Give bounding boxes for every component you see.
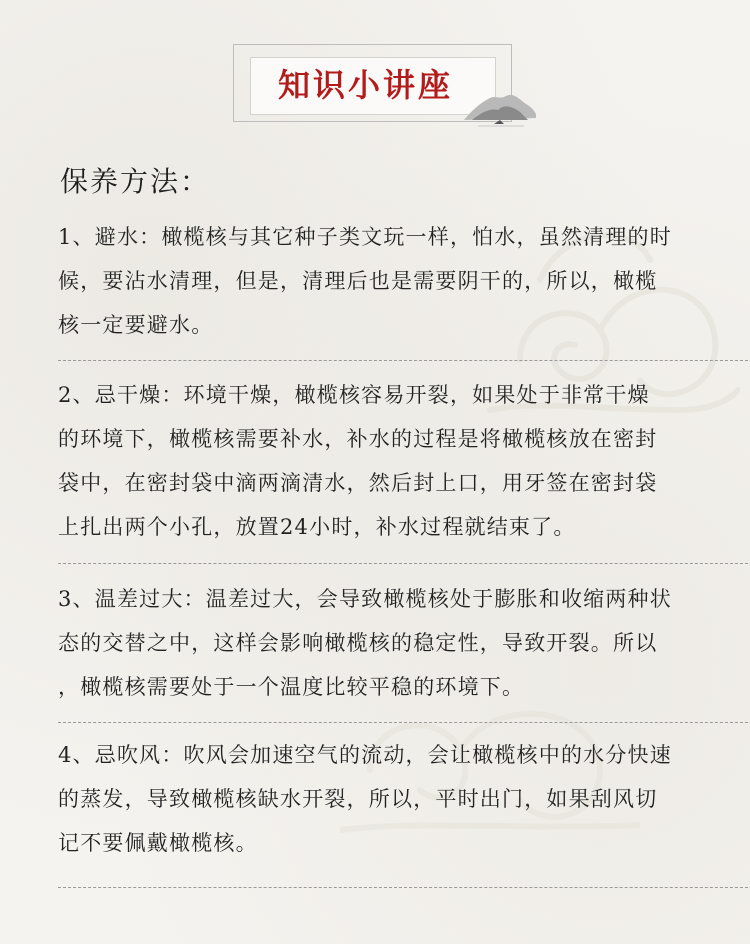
tip-line: ，橄榄核需要处于一个温度比较平稳的环境下。 — [58, 675, 525, 699]
tip-line: 1、避水：橄榄核与其它种子类文玩一样，怕水，虽然清理的时 — [58, 225, 672, 249]
divider — [58, 360, 748, 361]
tip-line: 上扎出两个小孔，放置24小时，补水过程就结束了。 — [58, 515, 576, 539]
tip-line: 袋中，在密封袋中滴两滴清水，然后封上口，用牙签在密封袋 — [58, 471, 658, 495]
tip-line: 3、温差过大：温差过大，会导致橄榄核处于膨胀和收缩两种状 — [58, 587, 672, 611]
tip-line: 2、忌干燥：环境干燥，橄榄核容易开裂，如果处于非常干燥 — [58, 383, 650, 407]
tip-line: 候，要沾水清理，但是，清理后也是需要阴干的，所以，橄榄 — [58, 269, 658, 293]
tip-block-2 — [58, 373, 703, 549]
page-title: 知识小讲座 — [278, 66, 454, 104]
tip-line: 的环境下，橄榄核需要补水，补水的过程是将橄榄核放在密封 — [58, 427, 658, 451]
divider — [58, 887, 748, 888]
tip-line: 态的交替之中，这样会影响橄榄核的稳定性，导致开裂。所以 — [58, 631, 658, 655]
divider — [58, 563, 748, 564]
section-heading: 保养方法： — [60, 165, 211, 198]
mountain-icon — [464, 90, 536, 130]
tip-block-1 — [58, 215, 703, 347]
tip-line: 的蒸发，导致橄榄核缺水开裂，所以，平时出门，如果刮风切 — [58, 787, 658, 811]
tip-block-4 — [58, 733, 703, 865]
tip-line: 记不要佩戴橄榄核。 — [58, 831, 258, 855]
tip-block-3 — [58, 577, 703, 709]
tip-line: 4、忌吹风：吹风会加速空气的流动，会让橄榄核中的水分快速 — [58, 743, 672, 767]
divider — [58, 722, 748, 723]
tip-line: 核一定要避水。 — [58, 313, 214, 337]
